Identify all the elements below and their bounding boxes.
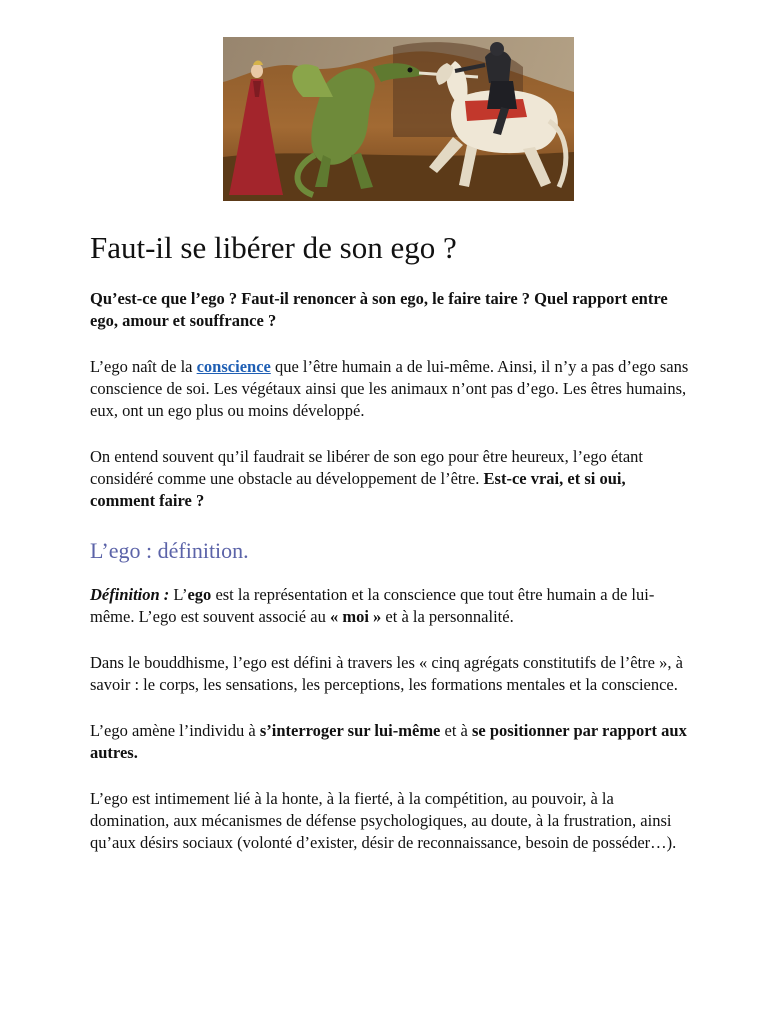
paragraph-self-questioning: [90, 720, 690, 764]
article-content: [90, 226, 690, 854]
paragraph-buddhism: Dans le bouddhisme, l’ego est défini à travers les « cinq agrégats constitutifs de l’être », à savoir : le corps, les sensations, les perceptions, les formations mentales et la conscience.: [90, 653, 683, 694]
definition-label: Définition :: [90, 585, 170, 604]
text-fragment: et à la personnalité.: [381, 607, 514, 626]
paragraph-definition: [90, 584, 690, 628]
bold-phrase: s’interroger sur lui-même: [259, 721, 441, 740]
section-heading: L’ego : définition.: [90, 538, 249, 563]
paragraph-ego-origin: [90, 356, 690, 422]
page-title: Faut-il se libérer de son ego ?: [90, 230, 457, 265]
text-fragment: et à: [440, 721, 472, 740]
text-fragment: L’ego naît de la: [90, 357, 197, 376]
saint-george-dragon-illustration: [223, 37, 574, 201]
text-fragment: L’: [169, 585, 188, 604]
text-fragment: que l’être humain a de lui-même. Ainsi, il n’y a pas d’ego sans conscience de soi. Les végétaux ainsi que les animaux n’ont pas d’ego. Les êtres humains, eux, ont un ego plus ou moins développé.: [90, 357, 689, 420]
painting-image: [223, 37, 574, 201]
bold-term: ego: [187, 585, 212, 604]
intro-questions: Qu’est-ce que l’ego ? Faut-il renoncer à son ego, le faire taire ? Quel rapport entre ego, amour et souffrance ?: [90, 289, 668, 330]
paragraph-liberation: [90, 446, 690, 512]
conscience-link[interactable]: conscience: [196, 357, 271, 376]
bold-term: « moi »: [329, 607, 382, 626]
bold-phrase: se positionner par rapport aux autres.: [90, 721, 687, 762]
text-fragment: est la représentation et la conscience que tout être humain a de lui-même. L’ego est souvent associé au: [90, 585, 655, 626]
text-fragment: On entend souvent qu’il faudrait se libérer de son ego pour être heureux, l’ego étant considéré comme une obstacle au développement de l’être.: [90, 447, 644, 488]
paragraph-ego-links: L’ego est intimement lié à la honte, à la fierté, à la compétition, au pouvoir, à la domination, aux mécanismes de défense psychologiques, au doute, à la frustration, ainsi qu’aux désirs sociaux (volonté d’exister, désir de reconnaissance, besoin de posséder…).: [90, 789, 677, 852]
bold-question: Est-ce vrai, et si oui, comment faire ?: [90, 469, 626, 510]
text-fragment: L’ego amène l’individu à: [90, 721, 260, 740]
